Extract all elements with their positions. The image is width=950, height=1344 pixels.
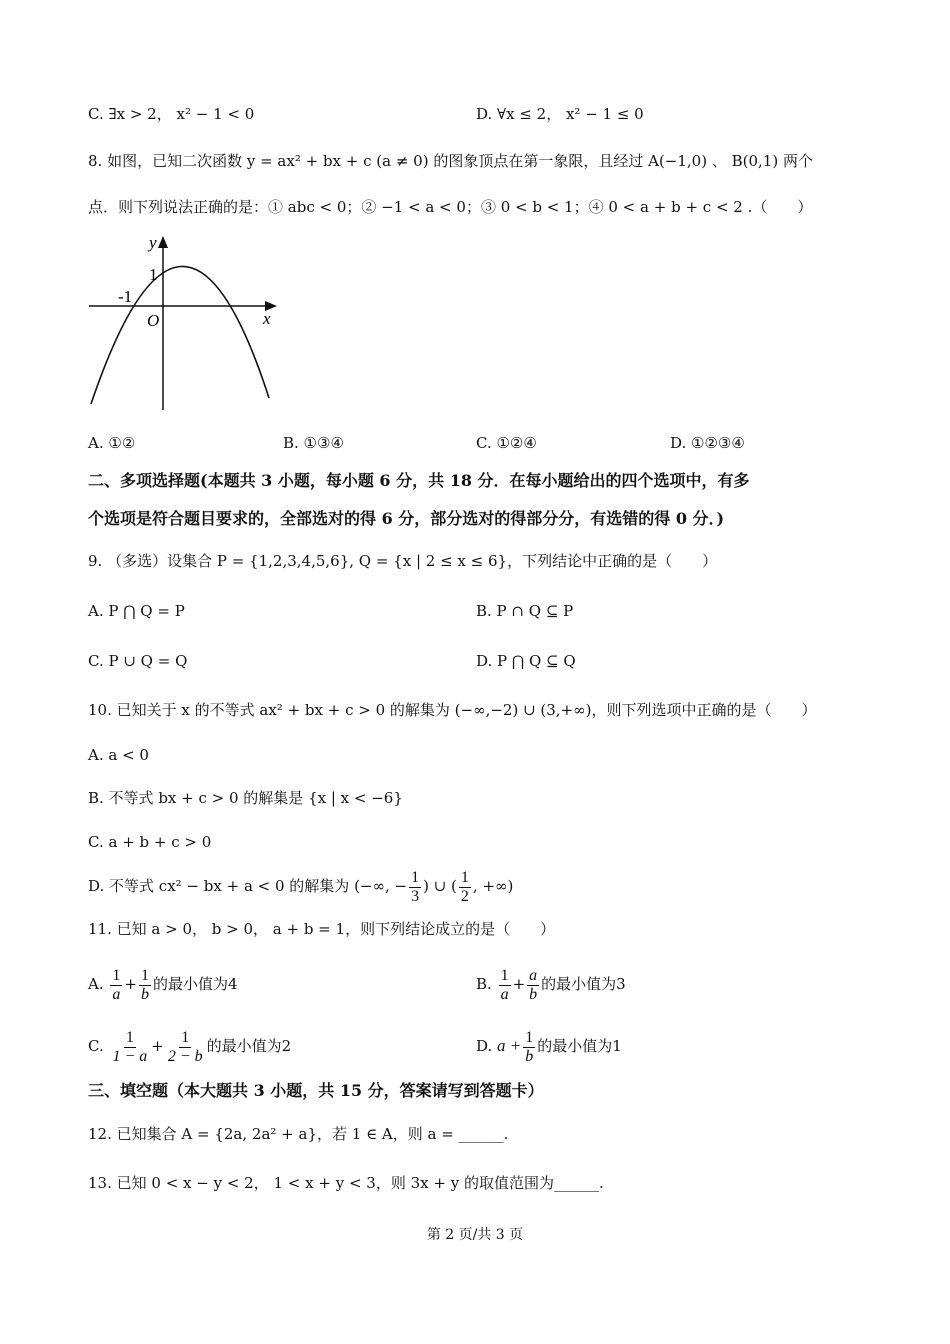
q10-stem: 10. 已知关于 x 的不等式 ax² + bx + c > 0 的解集为 (−∞,−2) ∪ (3,+∞)，则下列选项中正确的是（ ） — [88, 701, 817, 719]
q11-option-d-label: D. — [476, 1037, 493, 1055]
y-axis-arrow-icon — [158, 236, 168, 248]
q11-option-c-fraction-1 — [111, 1029, 150, 1066]
q10-option-d-fraction-1 — [409, 869, 421, 906]
q8-option-d: D. ①②③④ — [670, 434, 745, 452]
q8-stem-line1: 8. 如图，已知二次函数 y = ax² + bx + c (a ≠ 0) 的图象顶点在第一象限，且经过 A(−1,0) 、 B(0,1) 两个 — [88, 152, 813, 170]
q11-option-a-fraction-2 — [139, 967, 151, 1004]
q8-parabola-graph — [85, 228, 285, 414]
graph-origin-label: O — [147, 311, 160, 330]
q10-option-d-pre: D. 不等式 cx² − bx + a < 0 的解集为 (−∞, − — [88, 877, 408, 895]
q10-option-d-mid: ) ∪ ( — [423, 877, 457, 895]
q8-option-c: C. ①②④ — [476, 434, 537, 452]
q10-option-d — [88, 866, 513, 906]
fraction-denominator: 2 − b — [167, 1047, 203, 1065]
fraction-numerator: 1 — [112, 966, 121, 984]
q12-stem: 12. 已知集合 A = {2a, 2a² + a}，若 1 ∈ A，则 a = ______. — [88, 1125, 509, 1143]
q11-option-a-tail: 的最小值为4 — [152, 975, 238, 993]
q7-option-d: D. ∀x ≤ 2， x² − 1 ≤ 0 — [476, 105, 644, 123]
fraction-denominator: b — [140, 985, 149, 1003]
fraction-numerator: 1 — [460, 868, 469, 886]
fraction-denominator: 3 — [411, 887, 420, 905]
graph-x-label: x — [263, 309, 271, 328]
section2-heading-line2: 个选项是符合题目要求的，全部选对的得 6 分，部分选对的得部分分，有选错的得 0 分．) — [88, 509, 725, 528]
q11-option-a — [88, 962, 238, 1006]
q9-stem: 9. （多选）设集合 P = {1,2,3,4,5,6}, Q = {x | 2 ≤ x ≤ 6}，下列结论中正确的是（ ） — [88, 552, 718, 570]
graph-label-neg-one: -1 — [118, 287, 133, 306]
fraction-denominator: 2 — [460, 887, 469, 905]
q10-option-a: A. a < 0 — [88, 746, 149, 764]
plus-sign: + — [512, 975, 526, 993]
q11-stem: 11. 已知 a > 0， b > 0， a + b = 1，则下列结论成立的是（ ） — [88, 920, 556, 938]
q11-option-c-tail: 的最小值为2 — [206, 1037, 292, 1055]
q9-option-a: A. P ⋂ Q = P — [88, 602, 185, 620]
q11-option-d-fraction — [523, 1029, 535, 1066]
page-footer: 第 2 页/共 3 页 — [426, 1227, 524, 1243]
q8-option-a: A. ①② — [88, 434, 136, 452]
q9-option-c: C. P ∪ Q = Q — [88, 652, 188, 670]
q11-option-d — [476, 1024, 622, 1068]
q10-option-b: B. 不等式 bx + c > 0 的解集是 {x | x < −6} — [88, 789, 403, 807]
graph-y-label: y — [149, 233, 157, 252]
q13-stem: 13. 已知 0 < x − y < 2， 1 < x + y < 3，则 3x + y 的取值范围为______. — [88, 1174, 604, 1192]
q10-option-d-post: , +∞) — [472, 877, 514, 895]
q9-option-d: D. P ⋂ Q ⊆ Q — [476, 652, 576, 670]
fraction-numerator: a — [529, 966, 538, 984]
q11-option-c-label: C. — [88, 1037, 104, 1055]
section3-heading: 三、填空题（本大题共 3 小题，共 15 分，答案请写到答题卡） — [88, 1081, 544, 1100]
q11-option-c-fraction-2 — [166, 1029, 205, 1066]
fraction-denominator: a — [112, 985, 121, 1003]
section2-heading-line1: 二、多项选择题(本题共 3 小题，每小题 6 分，共 18 分．在每小题给出的四个选项中，有多 — [88, 471, 750, 490]
fraction-numerator: 1 — [500, 966, 509, 984]
q11-option-a-fraction-1 — [110, 967, 122, 1004]
q8-option-b: B. ①③④ — [283, 434, 344, 452]
plus-sign: + — [151, 1037, 164, 1055]
q7-option-c: C. ∃x > 2， x² − 1 < 0 — [88, 105, 255, 123]
fraction-numerator: 1 — [525, 1028, 534, 1046]
q11-option-b — [476, 962, 626, 1006]
fraction-numerator: 1 — [125, 1028, 134, 1046]
q11-option-b-fraction-2 — [527, 967, 539, 1004]
q11-option-a-label: A. — [88, 975, 104, 993]
q8-stem-line2: 点．则下列说法正确的是：① abc < 0；② −1 < a < 0；③ 0 < b < 1；④ 0 < a + b + c < 2 .（ ） — [88, 198, 813, 216]
fraction-numerator: 1 — [181, 1028, 190, 1046]
q11-option-b-tail: 的最小值为3 — [541, 975, 626, 993]
q10-option-c: C. a + b + c > 0 — [88, 833, 212, 851]
q11-option-d-pre: a + — [497, 1036, 522, 1055]
q11-option-d-tail: 的最小值为1 — [537, 1037, 622, 1055]
q9-option-b: B. P ∩ Q ⊆ P — [476, 602, 574, 620]
fraction-denominator: b — [529, 985, 538, 1003]
q11-option-c — [88, 1024, 291, 1068]
fraction-numerator: 1 — [140, 966, 149, 984]
fraction-numerator: 1 — [411, 868, 420, 886]
q11-option-b-fraction-1 — [499, 967, 511, 1004]
fraction-denominator: b — [525, 1047, 534, 1065]
fraction-denominator: 1 − a — [112, 1047, 148, 1065]
q10-option-d-fraction-2 — [459, 869, 471, 906]
fraction-denominator: a — [500, 985, 509, 1003]
plus-sign: + — [124, 975, 137, 993]
q11-option-b-label: B. — [476, 975, 492, 993]
graph-label-one: 1 — [149, 265, 158, 284]
